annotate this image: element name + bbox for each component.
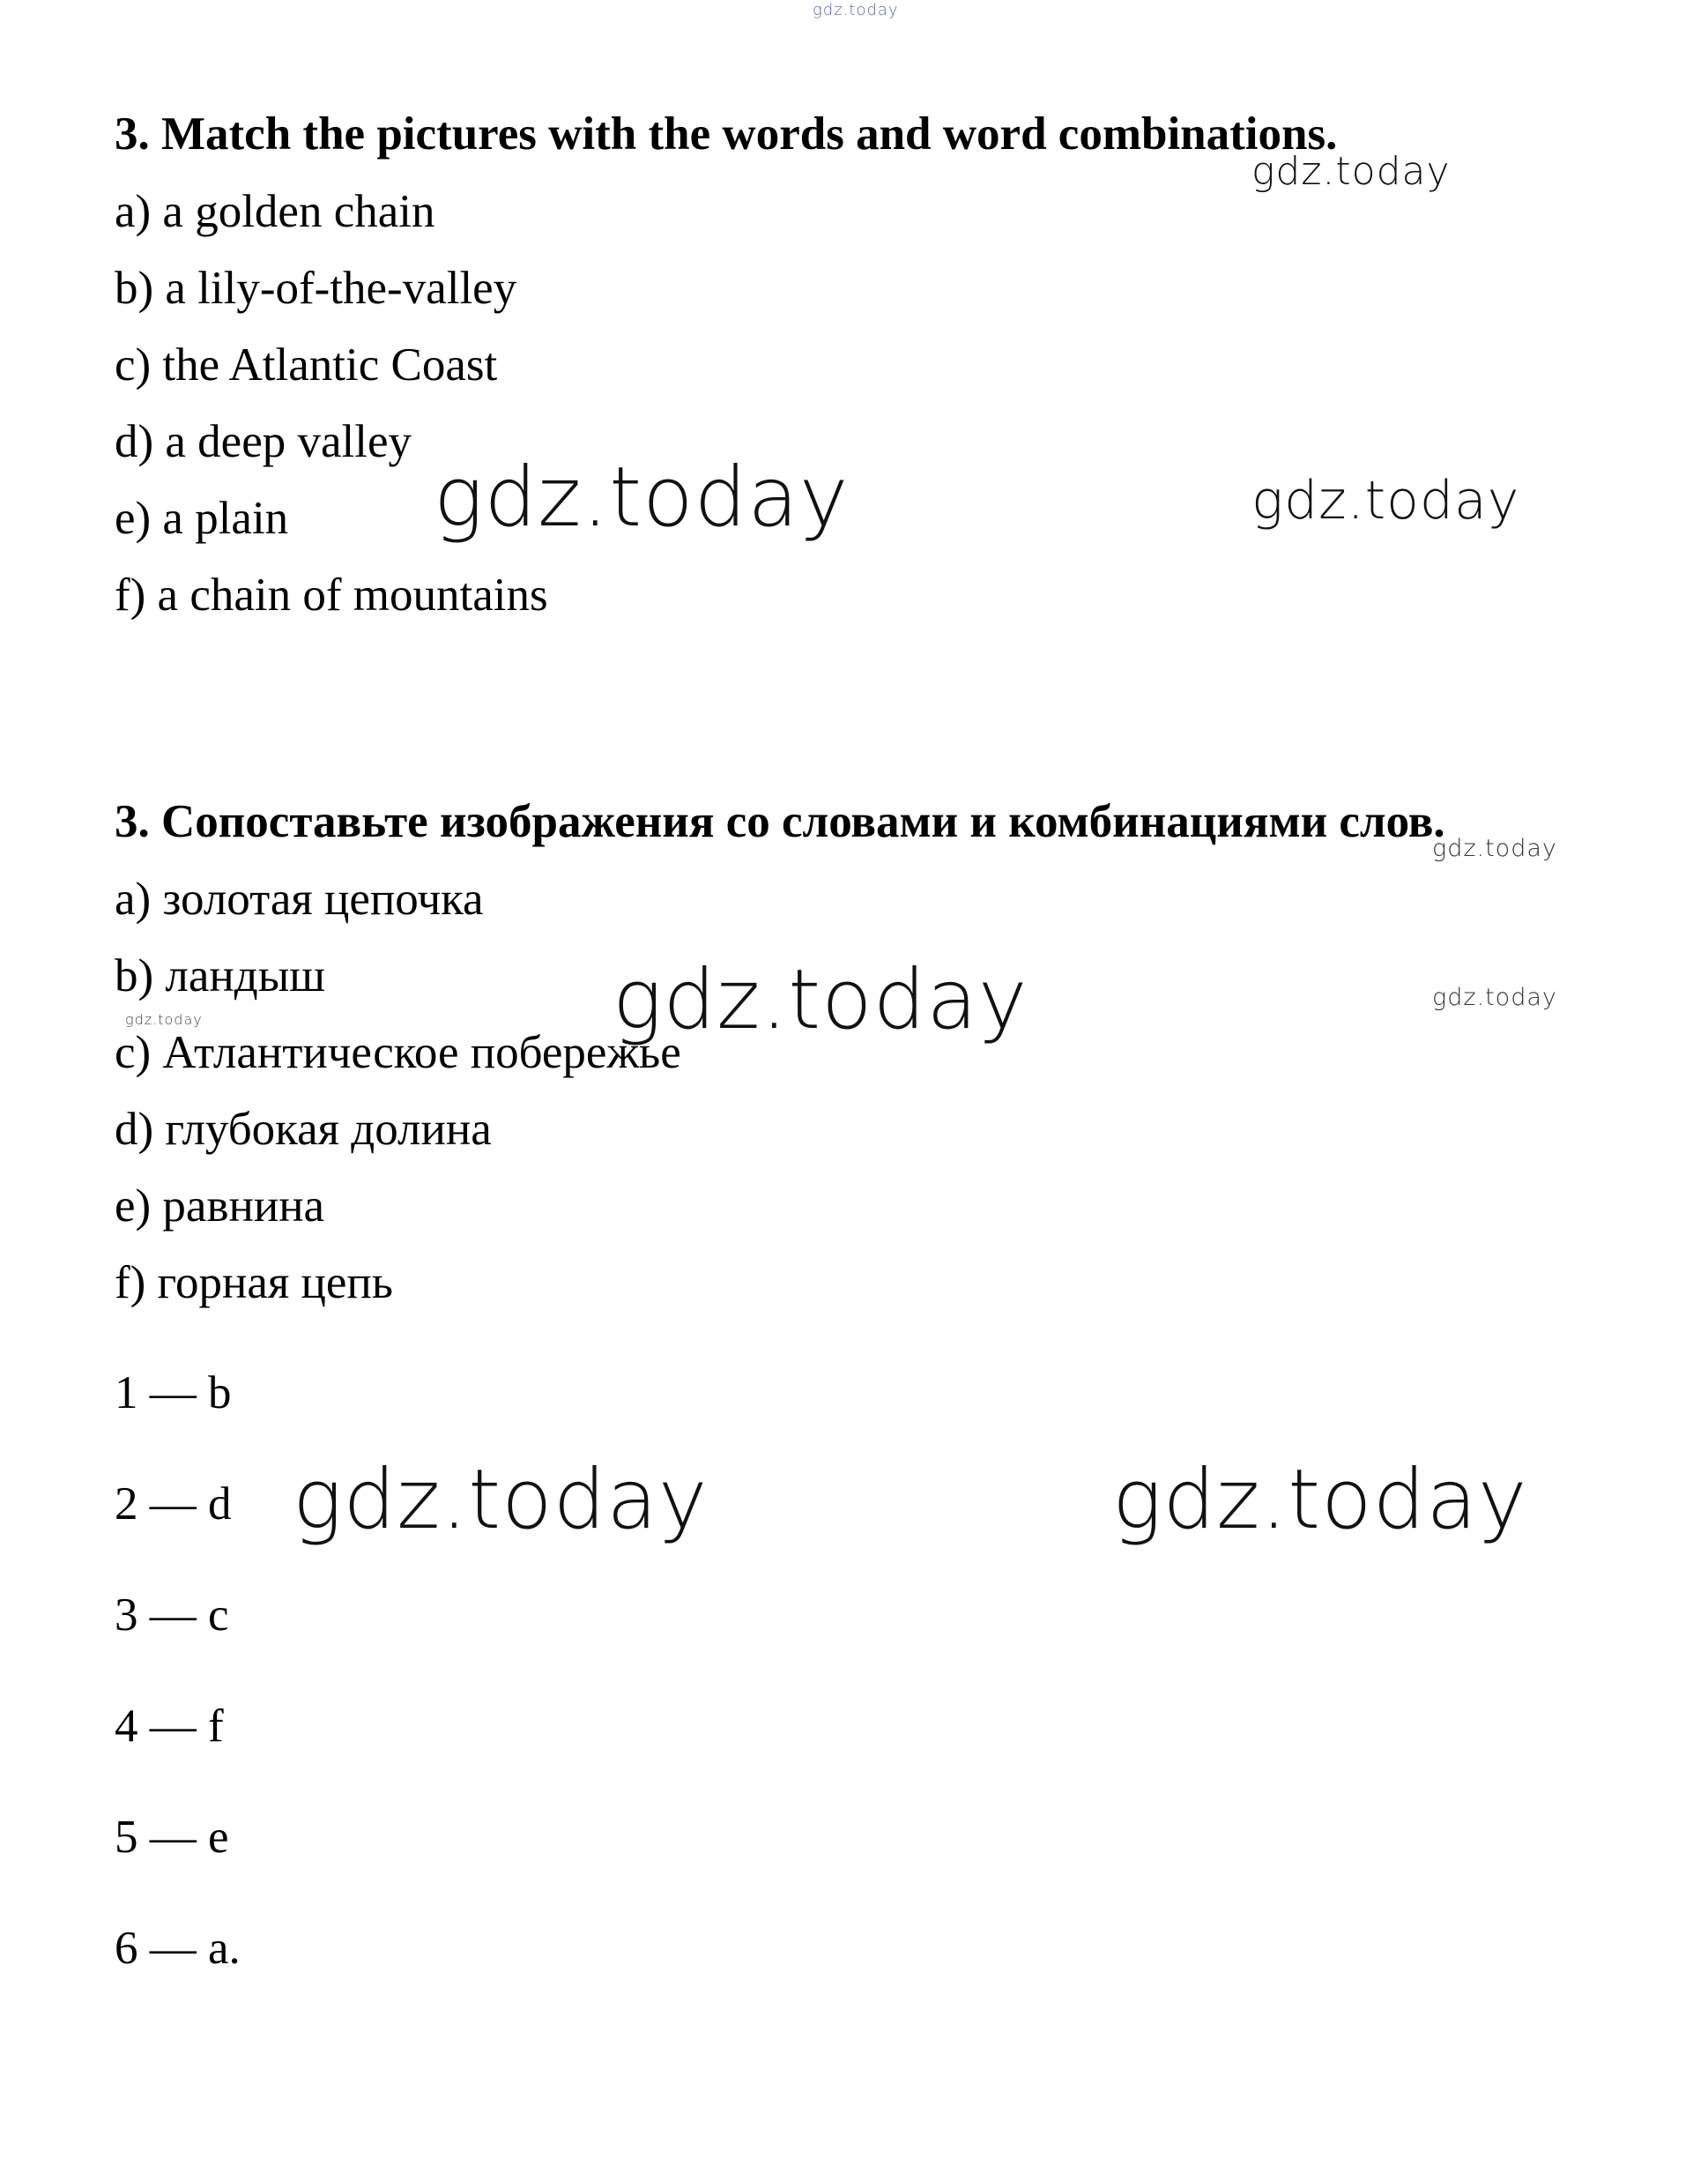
russian-item-b: b) ландыш [115,950,326,1001]
russian-item-a: a) золотая цепочка [115,874,484,925]
russian-item-d: d) глубокая долина [115,1104,492,1155]
answer-2: 2 — d [115,1478,232,1530]
russian-item-c: c) Атлантическое побережье [115,1027,681,1078]
watermark: gdz.today [125,1011,203,1028]
watermark: gdz.today [293,1452,709,1548]
answer-6: 6 — a. [115,1923,241,1974]
watermark: gdz.today [1432,984,1557,1011]
russian-heading: 3. Сопоставьте изображения со словами и комбинациями слов. [115,796,1445,847]
answer-1: 1 — b [115,1367,232,1418]
english-item-c: c) the Atlantic Coast [115,339,498,391]
answer-5: 5 — e [115,1812,229,1863]
english-item-d: d) a deep valley [115,416,412,467]
english-item-b: b) a lily-of-the-valley [115,263,517,314]
english-item-a: a) a golden chain [115,186,435,237]
watermark: gdz.today [1112,1452,1528,1548]
answer-4: 4 — f [115,1701,224,1752]
watermark-top: gdz.today [813,1,899,19]
english-item-f: f) a chain of mountains [115,569,548,621]
english-item-e: e) a plain [115,493,289,544]
russian-item-e: e) равнина [115,1180,325,1232]
answer-3: 3 — c [115,1589,229,1641]
watermark: gdz.today [1251,470,1520,532]
russian-item-f: f) горная цепь [115,1257,393,1308]
english-heading: 3. Match the pictures with the words and word combinations. [115,108,1338,160]
watermark: gdz.today [434,450,850,546]
watermark: gdz.today [613,952,1029,1048]
watermark: gdz.today [1251,149,1451,194]
watermark: gdz.today [1432,835,1557,862]
